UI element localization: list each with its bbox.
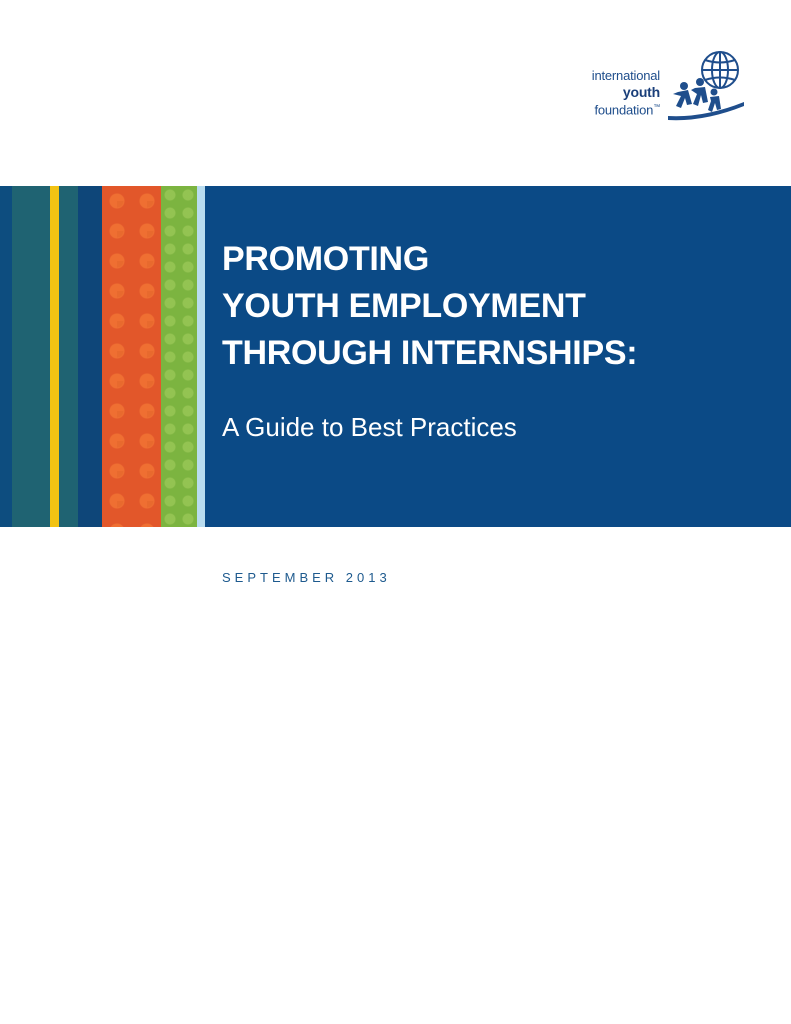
title-line-2: YOUTH EMPLOYMENT bbox=[222, 287, 586, 325]
document-subtitle: A Guide to Best Practices bbox=[222, 412, 517, 442]
stripe-orange-pattern bbox=[102, 186, 161, 527]
logo-word-international: international bbox=[591, 68, 660, 83]
document-title bbox=[222, 236, 782, 377]
stripe-teal-narrow bbox=[59, 186, 78, 527]
publication-date: SEPTEMBER 2013 bbox=[222, 570, 391, 585]
logo-word-youth: youth bbox=[622, 84, 660, 100]
stripe-yellow bbox=[50, 186, 59, 527]
stripe-light-blue bbox=[197, 186, 205, 527]
stripe-teal bbox=[12, 186, 50, 527]
logo-word-foundation: foundation™ bbox=[594, 102, 660, 118]
organization-logo bbox=[560, 46, 750, 130]
title-banner bbox=[0, 186, 791, 527]
stripe-edge bbox=[0, 186, 12, 527]
title-line-3: THROUGH INTERNSHIPS: bbox=[222, 334, 638, 372]
title-line-1: PROMOTING bbox=[222, 240, 429, 278]
stripe-navy bbox=[78, 186, 102, 527]
globe-with-figures-icon bbox=[664, 48, 748, 128]
logo-wordmark bbox=[560, 68, 660, 118]
stripe-green-pattern bbox=[161, 186, 197, 527]
